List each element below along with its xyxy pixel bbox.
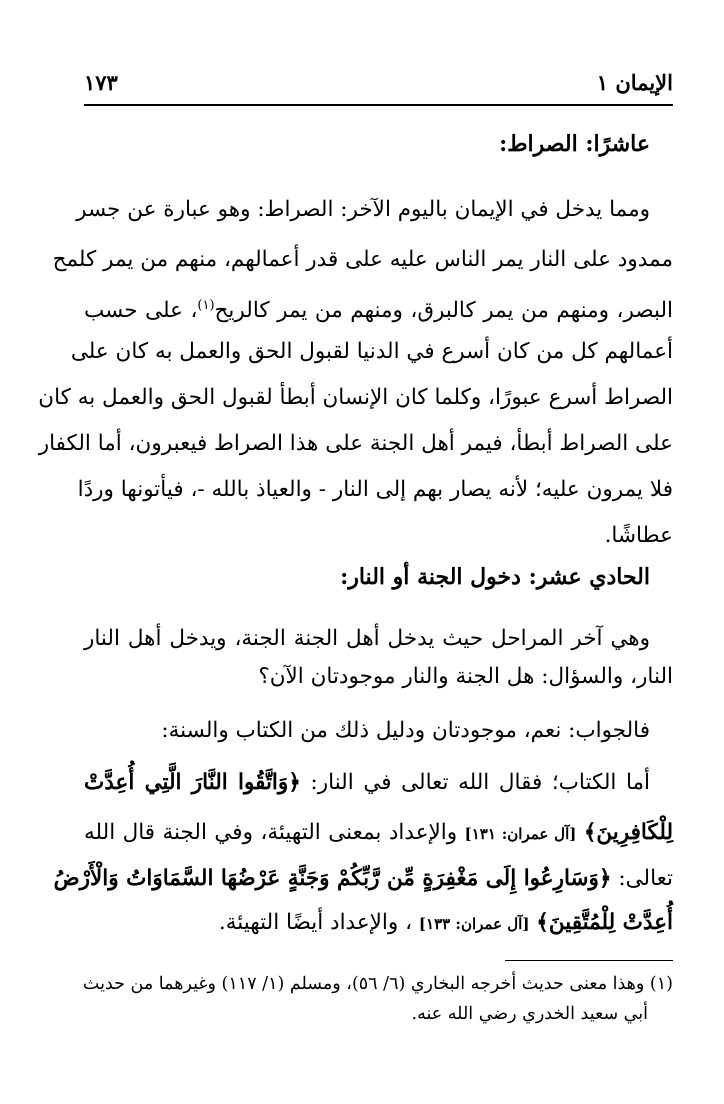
- quran-line: [84, 816, 673, 850]
- quran-verse: ﴿وَاتَّقُوا النَّارَ الَّتِي أُعِدَّتْ: [84, 770, 301, 795]
- paragraph-line: ومما يدخل في الإيمان باليوم الآخر: الصراط: وهو عبارة عن جسر: [76, 197, 650, 222]
- header-divider: [84, 104, 673, 106]
- paragraph-line: على الصراط أبطأ، فيمر أهل الجنة على هذا الصراط فيعبرون، أما الكفار: [38, 431, 673, 456]
- quran-line: [53, 862, 673, 896]
- verse-reference: [آل عمران: ١٣١]: [464, 825, 577, 843]
- footnote-reference: (١): [197, 298, 215, 313]
- paragraph-text: ، والإعداد أيضًا التهيئة.: [218, 910, 413, 935]
- quran-verse: لِلْكَافِرِينَ﴾: [583, 820, 673, 845]
- paragraph-line: أعمالهم كل من كان أسرع في الدنيا لقبول الحق والعمل به كان على: [70, 339, 673, 364]
- paragraph-line: الصراط أسرع عبورًا، وكلما كان الإنسان أبطأ لقبول الحق والعمل به كان: [38, 385, 673, 410]
- paragraph-line: وهي آخر المراحل حيث يدخل أهل الجنة الجنة، ويدخل أهل النار: [84, 626, 650, 651]
- paragraph-text: تعالى:: [618, 866, 673, 891]
- paragraph-line: عطاشًا.: [604, 523, 673, 548]
- quran-verse: ﴿وَسَارِعُوا إِلَى مَغْفِرَةٍ مِّن رَّبِّكُمْ وَجَنَّةٍ عَرْضُهَا السَّمَاوَاتُ وَالْأَرْضُ: [53, 866, 612, 891]
- section-heading-sirat: عاشرًا: الصراط:: [499, 131, 650, 157]
- paragraph-text: والإعداد بمعنى التهيئة، وفي الجنة قال الله: [84, 820, 458, 845]
- answer-line: فالجواب: نعم، موجودتان ودليل ذلك من الكتاب والسنة:: [161, 718, 650, 743]
- paragraph-text: ، على حسب: [84, 298, 198, 324]
- quran-line: [84, 766, 650, 800]
- paragraph-line: فلا يمرون عليه؛ لأنه يصار بهم إلى النار - والعياذ بالله -، فيأتونها وردًا: [77, 477, 673, 502]
- running-title: الإيمان ١: [596, 69, 673, 95]
- footnote-line: (١) وهذا معنى حديث أخرجه البخاري (٦/ ٥٦)، ومسلم (١/ ١١٧) وغيرهما من حديث: [82, 974, 673, 994]
- quran-verse: أُعِدَّتْ لِلْمُتَّقِينَ﴾: [536, 910, 673, 935]
- section-heading-paradise-hell: الحادي عشر: دخول الجنة أو النار:: [340, 564, 650, 590]
- verse-reference: [آل عمران: ١٣٣]: [418, 915, 530, 933]
- paragraph-text: البصر، ومنهم من يمر كالبرق، ومنهم من يمر كالريح: [214, 298, 673, 324]
- footnote-divider: [505, 960, 673, 961]
- page-number: ١٧٣: [84, 69, 118, 95]
- paragraph-line: ممدود على النار يمر الناس عليه على قدر أعمالهم، منهم من يمر كلمح: [52, 247, 673, 272]
- page-header: [84, 62, 673, 102]
- paragraph-line: النار، والسؤال: هل الجنة والنار موجودتان الآن؟: [258, 664, 673, 689]
- quran-line: [84, 906, 673, 940]
- footnote-line: أبي سعيد الخدري رضي الله عنه.: [411, 1004, 648, 1024]
- paragraph-line: [84, 289, 673, 323]
- paragraph-text: أما الكتاب؛ فقال الله تعالى في النار:: [310, 770, 650, 795]
